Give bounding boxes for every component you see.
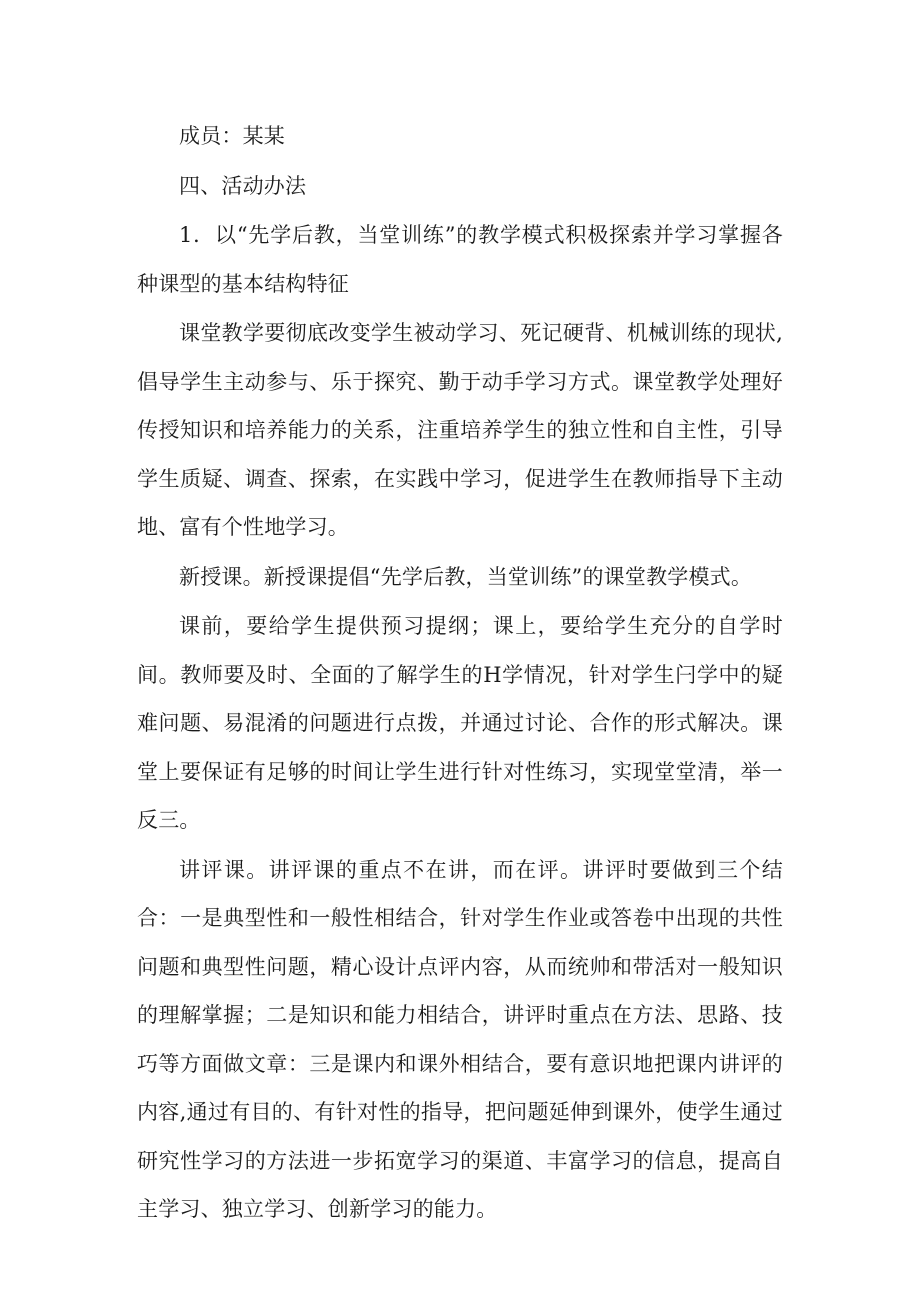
document-body — [137, 112, 783, 1235]
paragraph-new-lesson: 新授课。新授课提倡“先学后教，当堂训练”的课堂教学模式。 — [179, 564, 753, 589]
paragraph-before-class: 课前，要给学生提供预习提纲；课上，要给学生充分的自学时间。教师要及时、全面的了解学生的H学情况，针对学生闩学中的疑难问题、易混淆的问题进行点拨，并通过讨论、合作的形式解决。课堂上要保证有足够的时间让学生进行针对性练习，实现堂堂清，举一反三。 — [137, 614, 783, 832]
paragraph-members: 成员：某某 — [179, 124, 285, 148]
section-heading-methods: 四、活动办法 — [179, 173, 307, 198]
paragraph-classroom-teaching: 课堂教学要彻底改变学生被动学习、死记硬背、机械训练的现状,倡导学生主动参与、乐于探究、勤于动手学习方式。课堂教学处理好传授知识和培养能力的关系，注重培养学生的独立性和自主性，引导学生质疑、调查、探索，在实践中学习，促进学生在教师指导下主动地、富有个性地学习。 — [137, 321, 783, 539]
paragraph-review-lesson: 讲评课。讲评课的重点不在讲，而在评。讲评时要做到三个结合：一是典型性和一般性相结合，针对学生作业或答卷中出现的共性问题和典型性问题，精心设计点评内容，从而统帅和带活对一般知识的理解掌握；二是知识和能力相结合，讲评时重点在方法、思路、技巧等方面做文章：三是课内和课外相结合，要有意识地把课内讲评的内容,通过有目的、有针对性的指导，把问题延伸到课外，使学生通过研究性学习的方法进一步拓宽学习的渠道、丰富学习的信息，提高自主学习、独立学习、创新学习的能力。 — [137, 857, 783, 1221]
paragraph-item-1-heading: 1．以“先学后教，当堂训练”的教学模式积极探索并学习掌握各种课型的基本结构特征 — [137, 223, 783, 296]
